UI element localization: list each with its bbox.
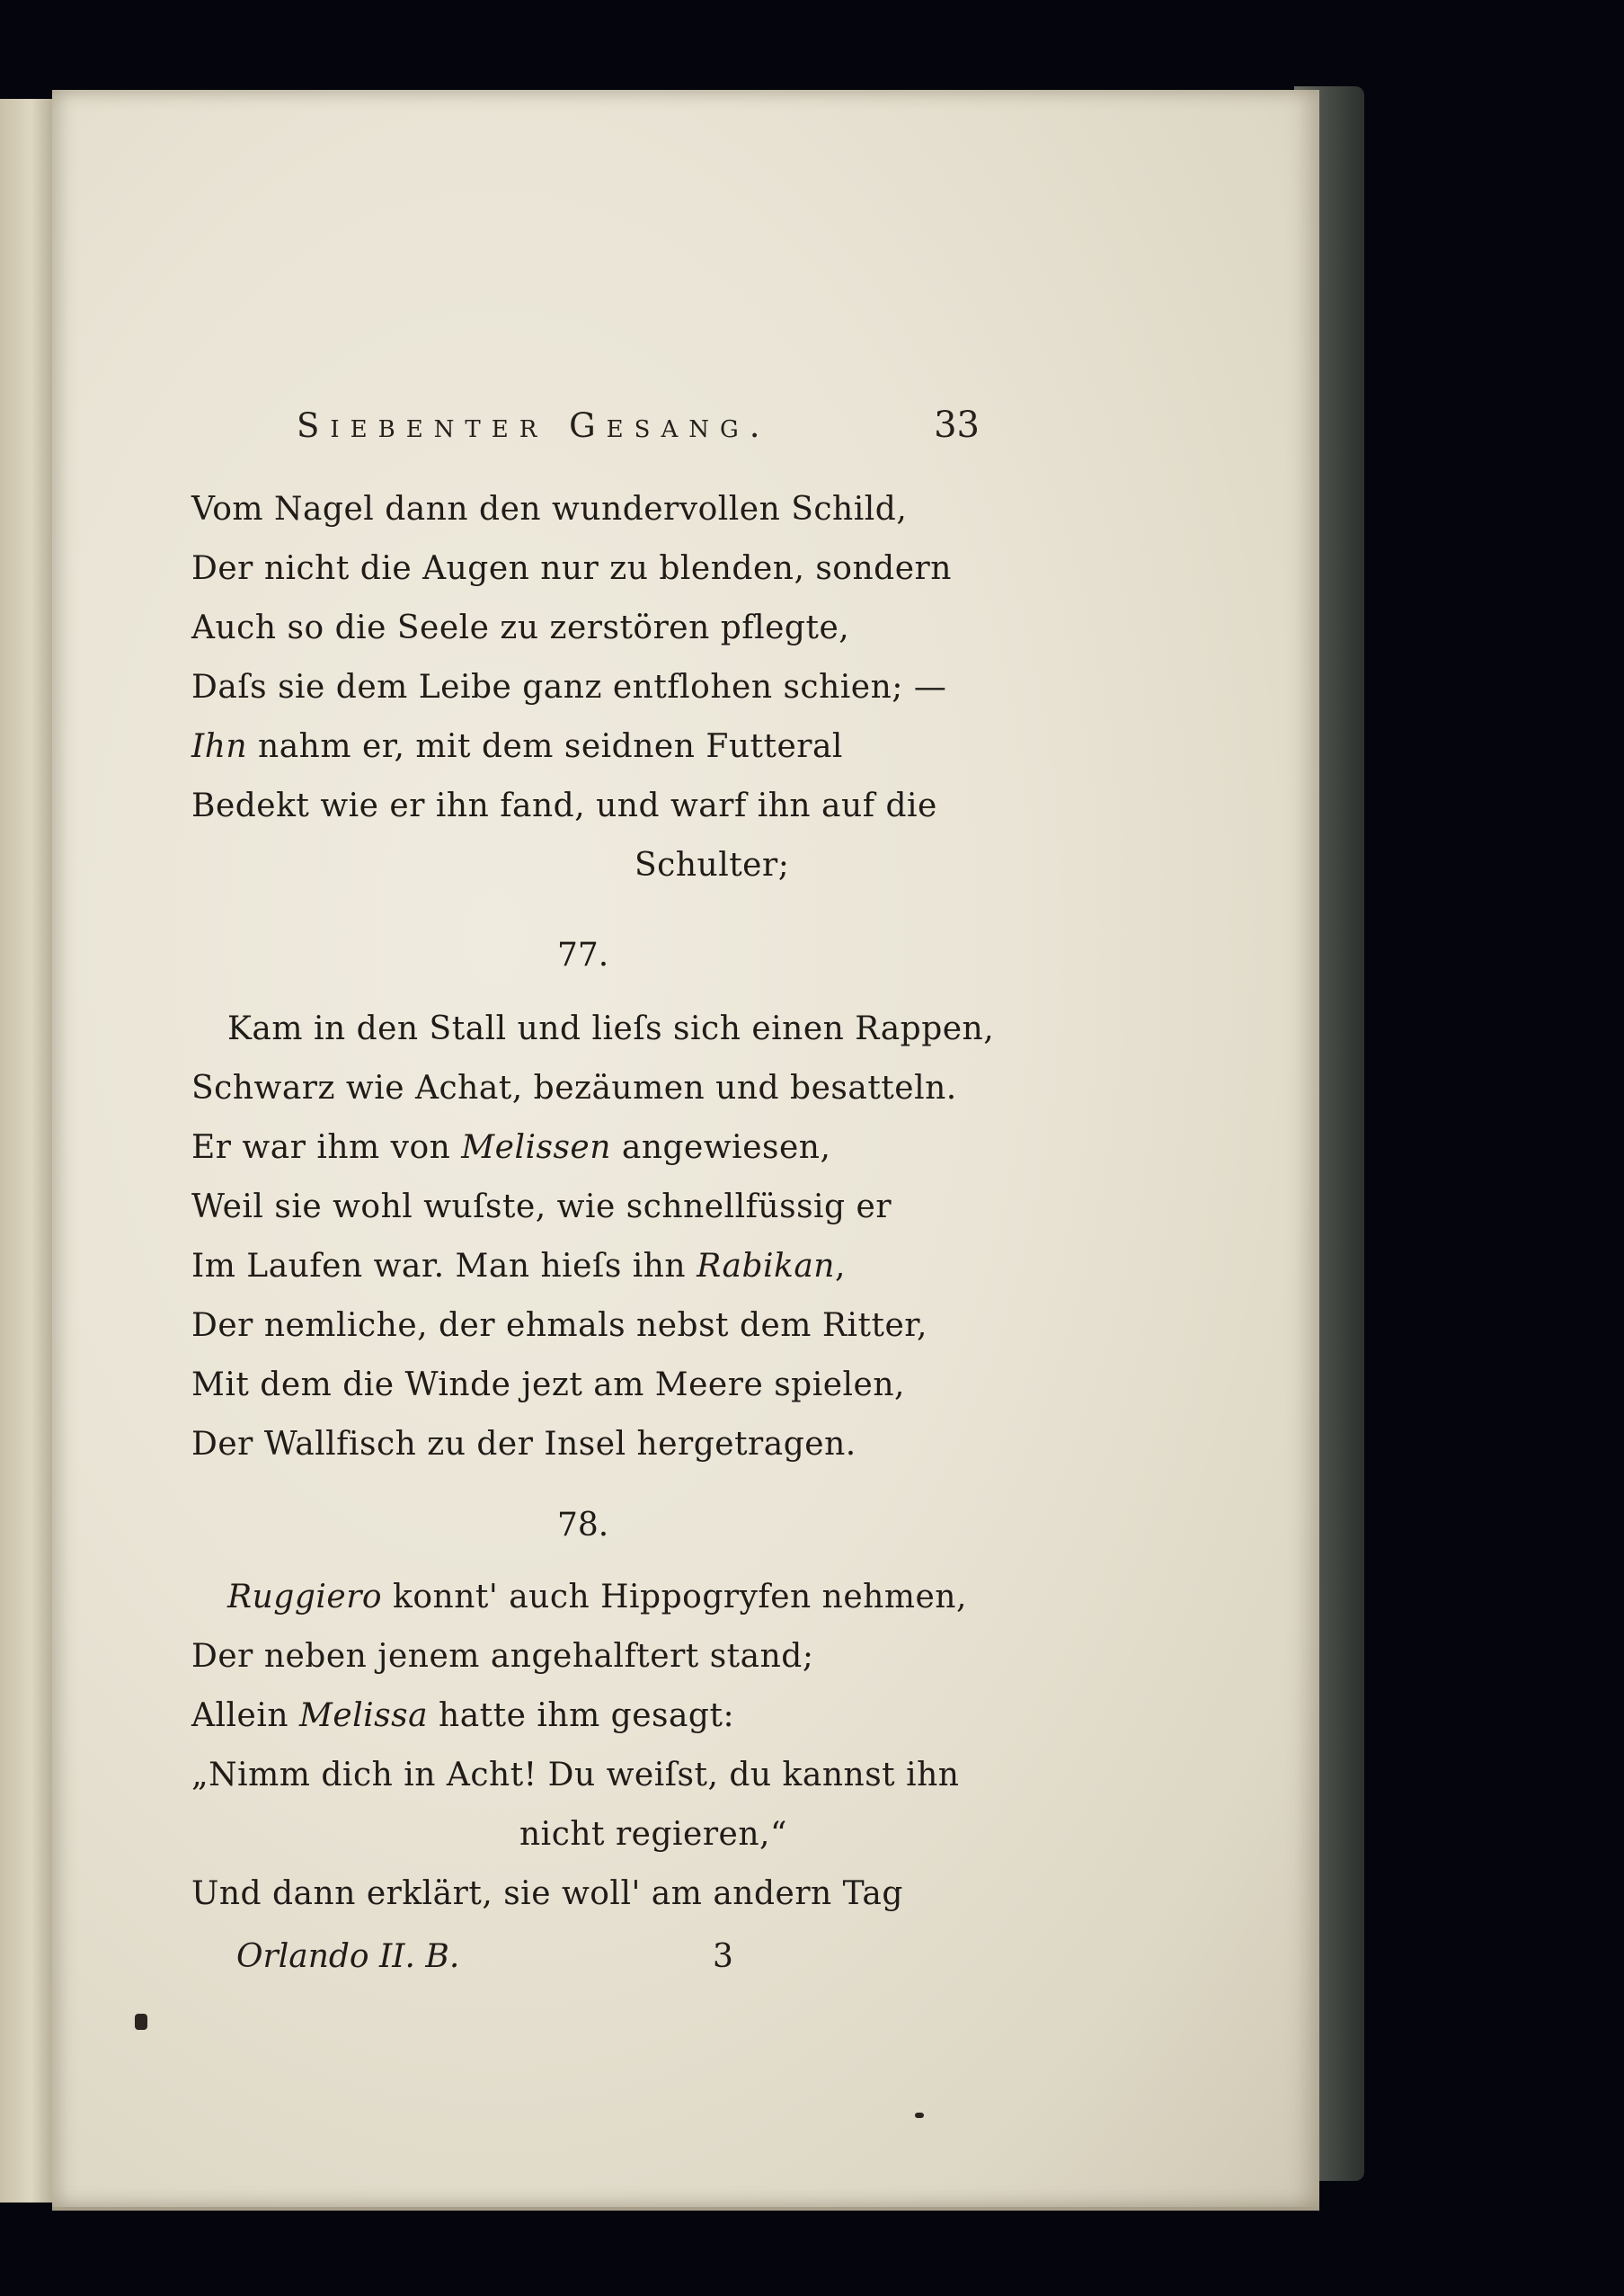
running-title: Siebenter Gesang. bbox=[297, 406, 771, 445]
verse-line: Kam in den Stall und lieſs sich einen Rappen, bbox=[227, 1010, 995, 1047]
italic-word: Ihn bbox=[191, 728, 248, 765]
italic-word: Melissen bbox=[461, 1129, 611, 1166]
verse-line bbox=[191, 1129, 830, 1166]
ink-speck bbox=[915, 2113, 924, 2118]
verse-line: Weil sie wohl wuſste, wie schnellfüssig er bbox=[191, 1188, 892, 1225]
verse-line bbox=[191, 728, 843, 765]
signature-mark: Orlando II. B. bbox=[236, 1938, 460, 1975]
verse-text: , bbox=[834, 1248, 846, 1285]
ink-smudge bbox=[135, 2014, 147, 2030]
verse-text: hatte ihm gesagt: bbox=[428, 1697, 735, 1734]
verse-text: Allein bbox=[191, 1697, 299, 1734]
verse-line: Schwarz wie Achat, bezäumen und besatteln. bbox=[191, 1070, 957, 1107]
verse-line bbox=[191, 1697, 734, 1734]
verse-line: Der Wallfisch zu der Insel hergetragen. bbox=[191, 1426, 856, 1463]
running-head bbox=[297, 406, 980, 460]
verse-line: Auch so die Seele zu zerstören pflegte, bbox=[191, 610, 850, 646]
stanza-number: 77. bbox=[557, 937, 609, 974]
verse-line: Und dann erklärt, sie woll' am andern Tag bbox=[191, 1875, 903, 1912]
verse-line: „Nimm dich in Acht! Du weiſst, du kannst ihn bbox=[191, 1757, 960, 1793]
italic-word: Rabikan bbox=[697, 1248, 835, 1285]
stanza-number: 78. bbox=[557, 1507, 609, 1544]
verse-line bbox=[191, 1248, 846, 1285]
verse-line-continuation: nicht regieren,“ bbox=[519, 1816, 787, 1853]
verse-line bbox=[227, 1579, 967, 1615]
verse-line: Der neben jenem angehalftert stand; bbox=[191, 1638, 814, 1675]
left-page-edge bbox=[0, 99, 55, 2203]
verse-text: Im Laufen war. Man hieſs ihn bbox=[191, 1248, 697, 1285]
verse-line: Bedekt wie er ihn fand, und warf ihn auf die bbox=[191, 788, 937, 824]
verse-line: Daſs sie dem Leibe ganz entflohen schien; — bbox=[191, 669, 947, 706]
verse-line: Vom Nagel dann den wundervollen Schild, bbox=[191, 491, 908, 528]
verse-line: Mit dem die Winde jezt am Meere spielen, bbox=[191, 1366, 905, 1403]
verse-line-rest: nahm er, mit dem seidnen Futteral bbox=[247, 728, 843, 765]
verse-text: konnt' auch Hippogryfen nehmen, bbox=[382, 1579, 967, 1615]
italic-word: Melissa bbox=[298, 1697, 429, 1734]
verse-text: Er war ihm von bbox=[191, 1129, 462, 1166]
italic-word: Ruggiero bbox=[227, 1579, 383, 1615]
page-number: 33 bbox=[934, 405, 980, 446]
verse-line: Der nicht die Augen nur zu blenden, sondern bbox=[191, 550, 952, 587]
book-page bbox=[52, 90, 1319, 2211]
sheet-number: 3 bbox=[713, 1938, 733, 1975]
verse-line: Der nemliche, der ehmals nebst dem Ritter, bbox=[191, 1307, 927, 1344]
verse-text: angewiesen, bbox=[610, 1129, 831, 1166]
verse-line-continuation: Schulter; bbox=[635, 847, 790, 884]
